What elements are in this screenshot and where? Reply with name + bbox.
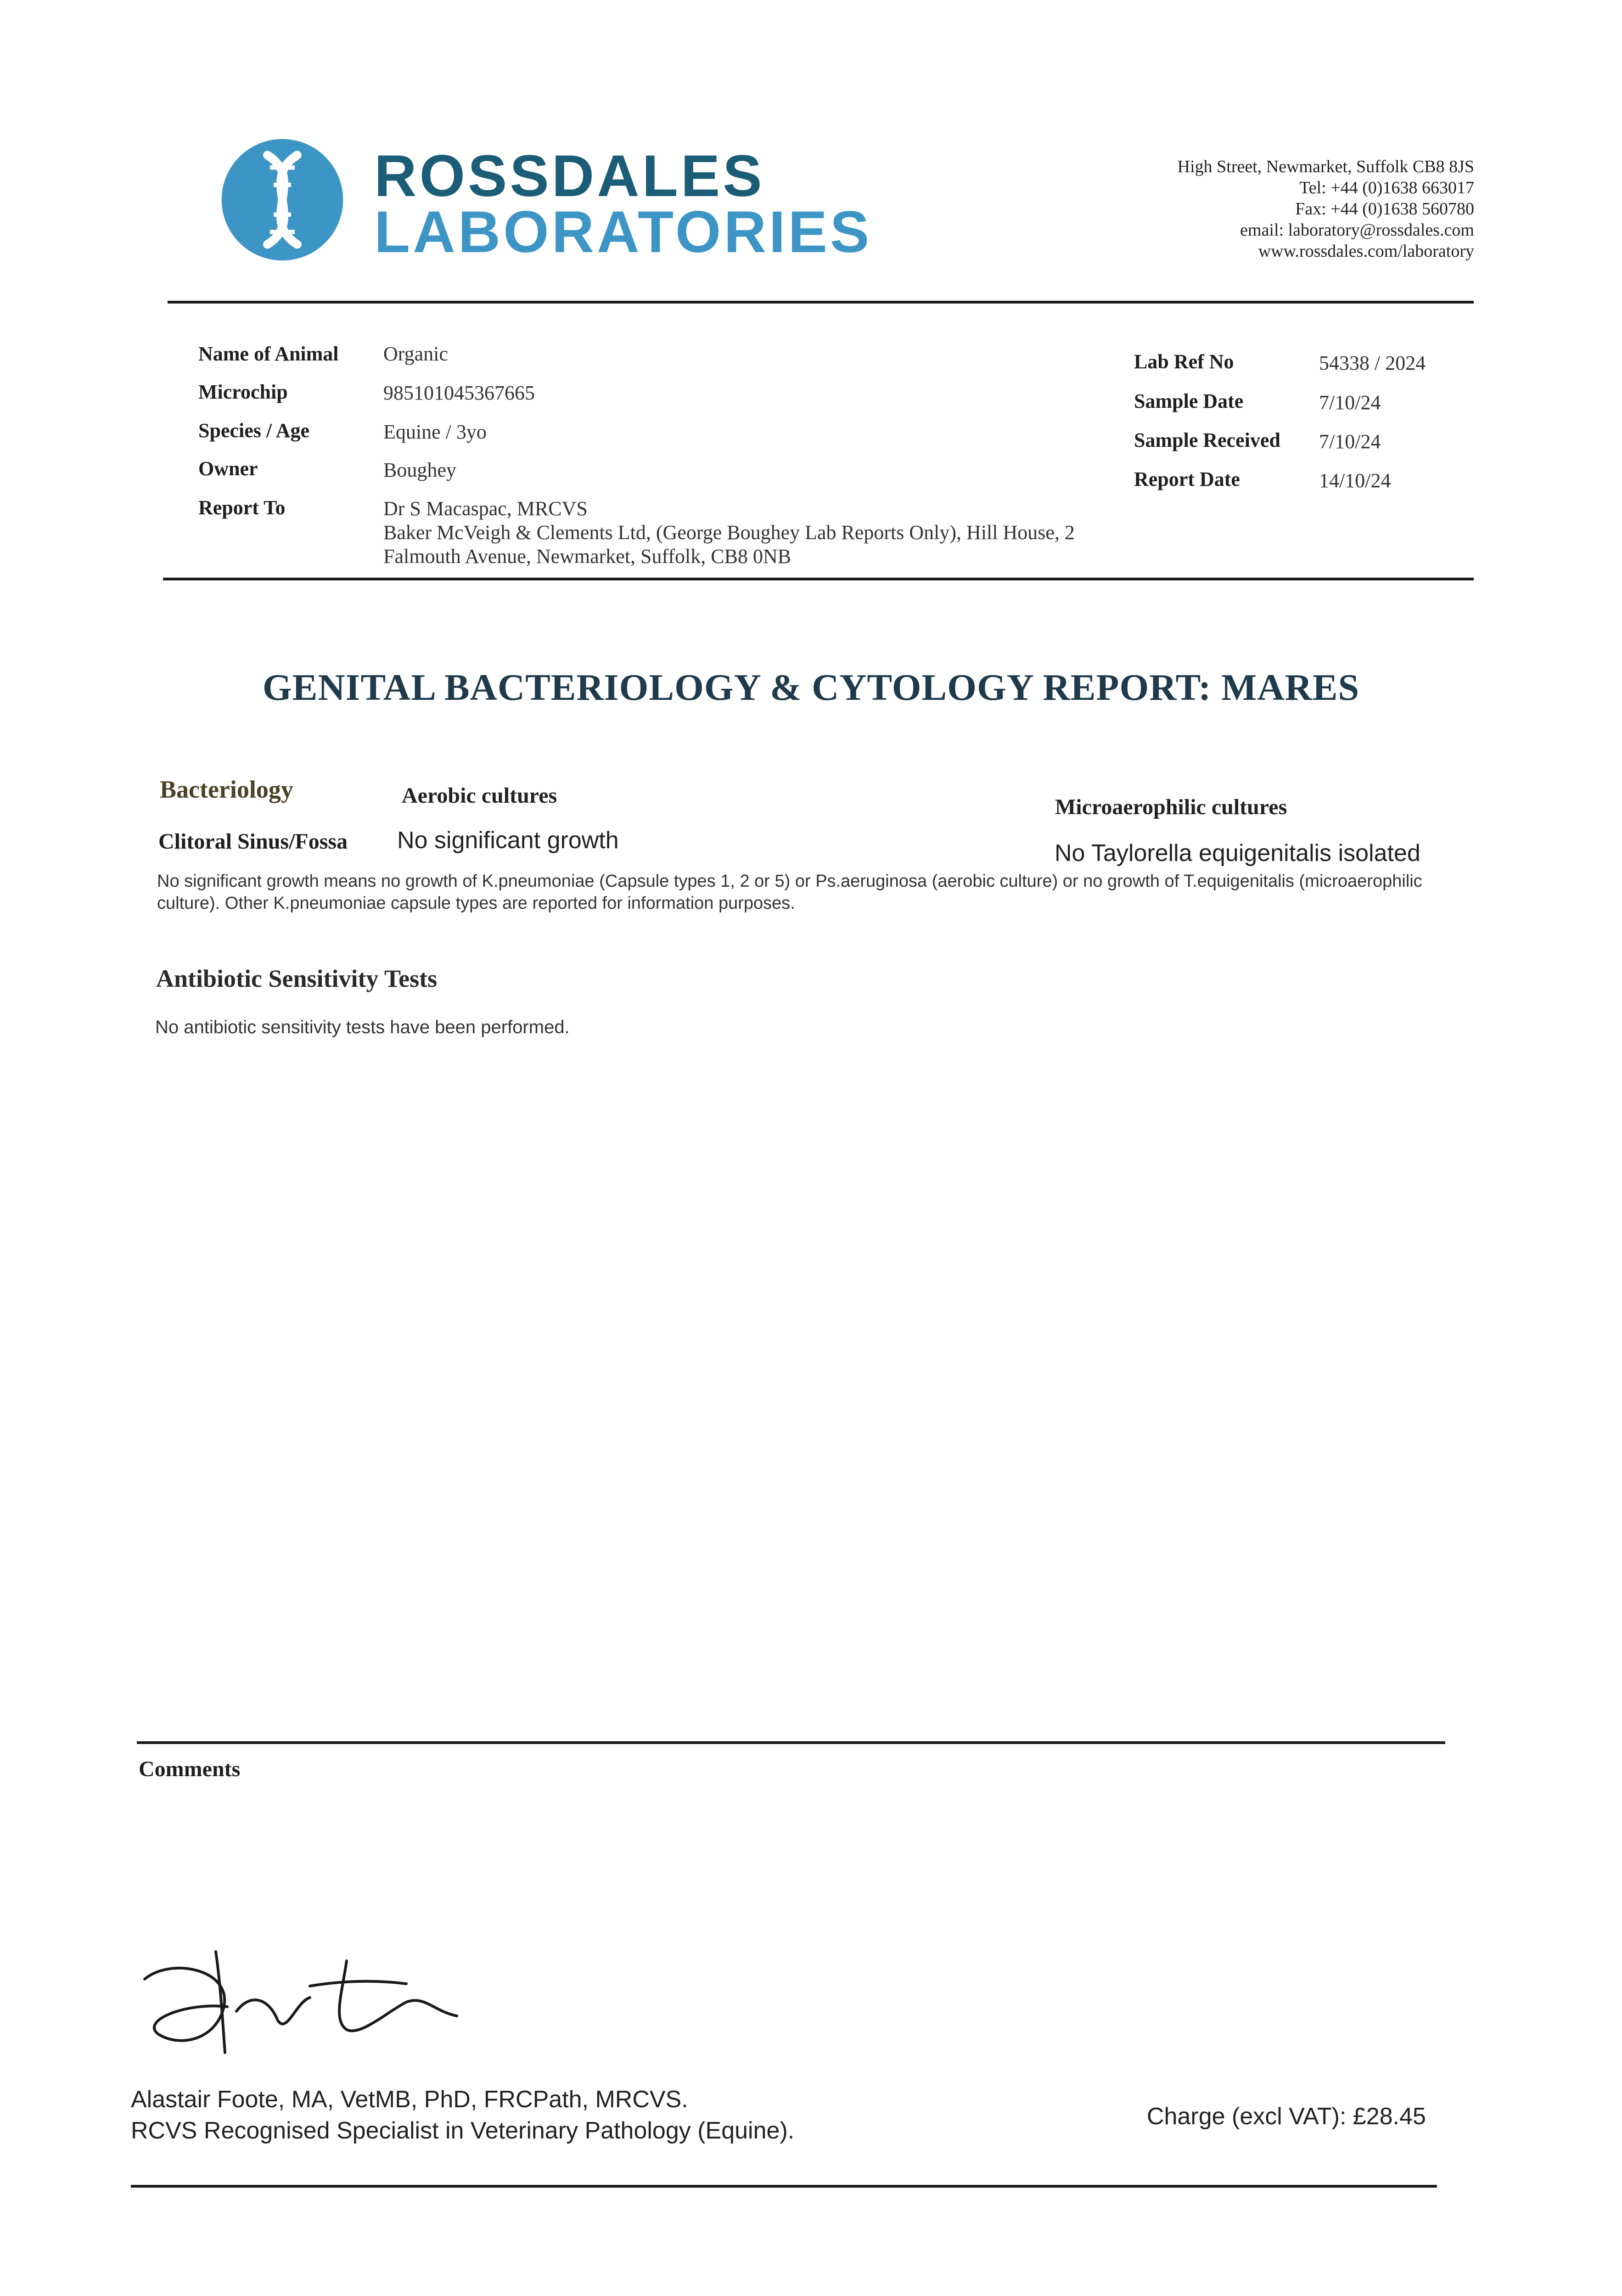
report-to-line: Falmouth Avenue, Newmarket, Suffolk, CB8 0NB [383,545,791,568]
info-divider [163,578,1474,580]
fax-line: Fax: +44 (0)1638 560780 [1295,199,1474,219]
report-to-address [383,497,1075,568]
owner-value: Boughey [383,459,456,481]
dna-helix-icon [220,138,344,262]
brand-name-line1: ROSSDALES [374,143,765,209]
comments-label: Comments [139,1757,241,1781]
footer-divider [131,2185,1437,2188]
address-line: High Street, Newmarket, Suffolk CB8 8JS [1177,157,1474,176]
lab-address [1178,156,1474,262]
report-date-label: Report Date [1134,468,1240,490]
name-of-animal-value: Organic [383,343,448,365]
sample-date-value: 7/10/24 [1319,391,1381,414]
lab-ref-label: Lab Ref No [1134,350,1234,373]
site-label: Clitoral Sinus/Fossa [158,829,348,854]
email-line[interactable]: email: laboratory@rossdales.com [1240,220,1474,240]
signatory-title: RCVS Recognised Specialist in Veterinary Pathology (Equine). [131,2117,795,2144]
phone-line: Tel: +44 (0)1638 663017 [1299,178,1474,197]
ast-heading: Antibiotic Sensitivity Tests [156,965,438,992]
microaerophilic-result: No Taylorella equigenitalis isolated [1055,840,1420,867]
owner-label: Owner [198,457,258,480]
brand-name-line2: LABORATORIES [374,199,872,265]
report-to-line: Baker McVeigh & Clements Ltd, (George Boughey Lab Reports Only), Hill House, 2 [383,521,1075,544]
aerobic-cultures-heading: Aerobic cultures [402,783,557,808]
signatory-name: Alastair Foote, MA, VetMB, PhD, FRCPath, MRCVS. [131,2086,688,2113]
aerobic-result: No significant growth [397,827,619,854]
header-divider [168,301,1474,304]
species-age-label: Species / Age [198,419,309,442]
sample-date-label: Sample Date [1134,390,1244,412]
sample-received-value: 7/10/24 [1319,430,1381,453]
microchip-value: 985101045367665 [383,382,535,404]
report-date-value: 14/10/24 [1319,469,1391,492]
website-line[interactable]: www.rossdales.com/laboratory [1258,242,1474,261]
species-age-value: Equine / 3yo [383,421,487,443]
bacteriology-heading: Bacteriology [160,776,293,803]
charge: Charge (excl VAT): £28.45 [1147,2103,1426,2130]
signature [131,1942,480,2062]
culture-explanation-note: No significant growth means no growth of K.pneumoniae (Capsule types 1, 2 or 5) or Ps.aeruginosa (aerobic culture) or no growth of T.equigenitalis (microaerophilic culture). Other K.pneumoniae capsule types are reported for information purposes. [157,872,1422,913]
name-of-animal-label: Name of Animal [198,343,339,365]
microchip-label: Microchip [198,381,288,403]
signatory [131,2084,794,2146]
report-title: GENITAL BACTERIOLOGY & CYTOLOGY REPORT: MARES [262,666,1360,708]
sample-received-label: Sample Received [1134,429,1280,451]
report-to-label: Report To [198,496,286,519]
lab-ref-value: 54338 / 2024 [1319,352,1426,374]
ast-text: No antibiotic sensitivity tests have been performed. [155,1017,570,1037]
report-to-line: Dr S Macaspac, MRCVS [383,497,588,520]
microaerophilic-cultures-heading: Microaerophilic cultures [1055,795,1287,819]
comments-divider [137,1741,1445,1744]
